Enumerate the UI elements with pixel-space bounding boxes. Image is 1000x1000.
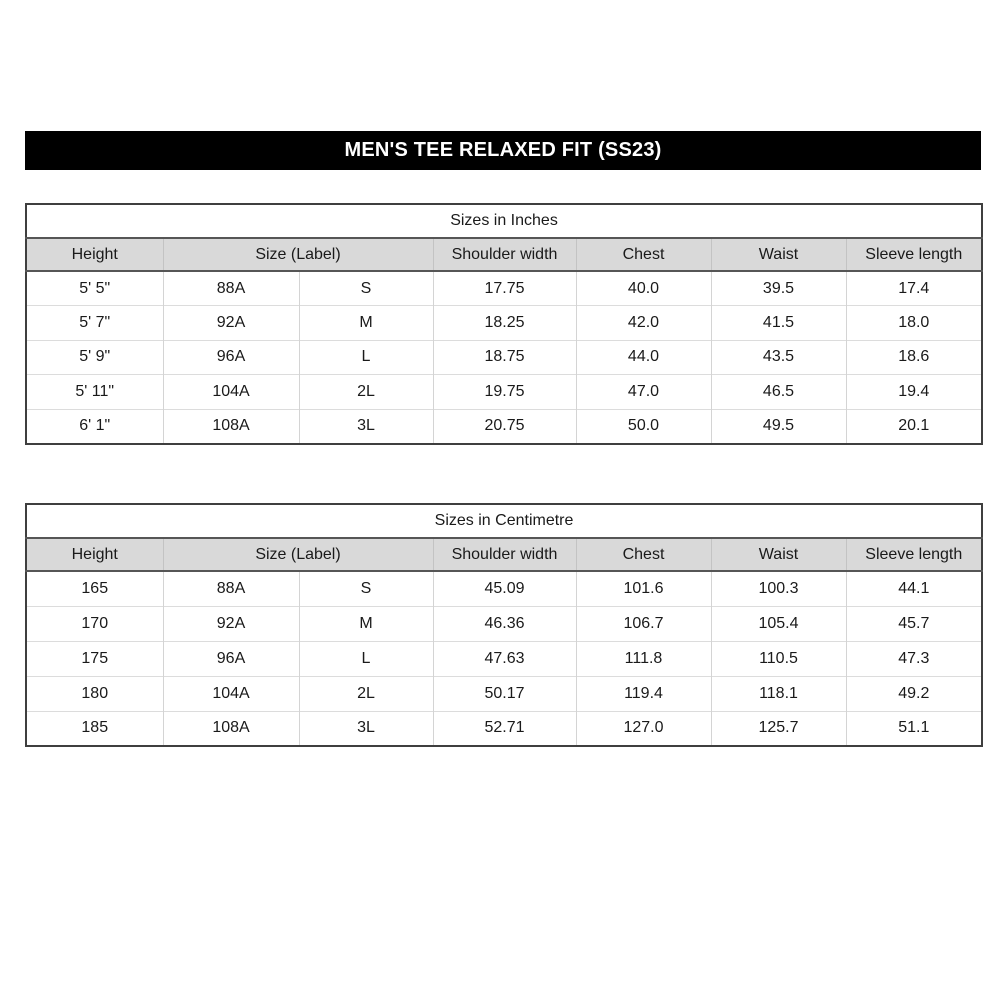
- table-cell: 43.5: [711, 340, 846, 375]
- table-cell: 108A: [163, 711, 299, 746]
- table-row: [26, 641, 982, 676]
- table-cell: 44.0: [576, 340, 711, 375]
- table-cell: 17.4: [846, 271, 982, 306]
- table-cell: 110.5: [711, 641, 846, 676]
- sizes-in-centimetre-section: [25, 503, 981, 747]
- table-cell: 3L: [299, 711, 433, 746]
- table-cell: 175: [26, 641, 163, 676]
- table-cell: 49.2: [846, 676, 982, 711]
- table-cell: 45.09: [433, 571, 576, 606]
- table-cell: 39.5: [711, 271, 846, 306]
- table-cell: 52.71: [433, 711, 576, 746]
- table-cell: 108A: [163, 409, 299, 444]
- table-cell: 88A: [163, 271, 299, 306]
- table-cell: 50.17: [433, 676, 576, 711]
- table-cell: 3L: [299, 409, 433, 444]
- column-header: Height: [26, 238, 163, 271]
- table-cell: 18.75: [433, 340, 576, 375]
- table-cell: 170: [26, 606, 163, 641]
- table-caption-row: [26, 204, 982, 238]
- table-cell: 88A: [163, 571, 299, 606]
- column-header: Shoulder width: [433, 538, 576, 571]
- table-cell: 51.1: [846, 711, 982, 746]
- column-header: Shoulder width: [433, 238, 576, 271]
- table-cell: 96A: [163, 641, 299, 676]
- column-header: Chest: [576, 238, 711, 271]
- table-cell: 5' 5": [26, 271, 163, 306]
- table-cell: 92A: [163, 606, 299, 641]
- table-cell: 47.0: [576, 375, 711, 410]
- table-row: [26, 340, 982, 375]
- table-cell: 47.63: [433, 641, 576, 676]
- table-caption: Sizes in Inches: [26, 204, 982, 238]
- product-title-bar: [25, 131, 981, 170]
- table-cell: 47.3: [846, 641, 982, 676]
- table-cell: S: [299, 271, 433, 306]
- table-header-row: [26, 538, 982, 571]
- table-header-row: [26, 238, 982, 271]
- column-header: Chest: [576, 538, 711, 571]
- table-cell: 5' 9": [26, 340, 163, 375]
- table-cell: 40.0: [576, 271, 711, 306]
- table-cell: 5' 7": [26, 306, 163, 341]
- table-cell: 100.3: [711, 571, 846, 606]
- table-cell: S: [299, 571, 433, 606]
- table-cell: 50.0: [576, 409, 711, 444]
- column-header: Size (Label): [163, 538, 433, 571]
- column-header: Waist: [711, 538, 846, 571]
- table-cell: 46.5: [711, 375, 846, 410]
- table-row: [26, 375, 982, 410]
- table-cell: 49.5: [711, 409, 846, 444]
- column-header: Size (Label): [163, 238, 433, 271]
- table-cell: 185: [26, 711, 163, 746]
- table-cell: 119.4: [576, 676, 711, 711]
- column-header: Sleeve length: [846, 538, 982, 571]
- table-cell: 125.7: [711, 711, 846, 746]
- table-cell: 118.1: [711, 676, 846, 711]
- table-cell: 46.36: [433, 606, 576, 641]
- table-row: [26, 606, 982, 641]
- table-cell: 2L: [299, 676, 433, 711]
- table-cell: 17.75: [433, 271, 576, 306]
- sizes-in-inches-table: [25, 203, 983, 445]
- table-cell: 18.25: [433, 306, 576, 341]
- column-header: Waist: [711, 238, 846, 271]
- table-cell: 180: [26, 676, 163, 711]
- table-cell: 20.1: [846, 409, 982, 444]
- table-cell: 45.7: [846, 606, 982, 641]
- table-row: [26, 306, 982, 341]
- table-cell: 41.5: [711, 306, 846, 341]
- table-cell: 6' 1": [26, 409, 163, 444]
- table-caption: Sizes in Centimetre: [26, 504, 982, 538]
- table-cell: M: [299, 606, 433, 641]
- table-cell: 18.0: [846, 306, 982, 341]
- table-cell: 19.75: [433, 375, 576, 410]
- table-cell: 104A: [163, 375, 299, 410]
- table-cell: L: [299, 641, 433, 676]
- table-cell: 19.4: [846, 375, 982, 410]
- table-cell: 5' 11": [26, 375, 163, 410]
- table-cell: 44.1: [846, 571, 982, 606]
- table-cell: 96A: [163, 340, 299, 375]
- table-cell: 18.6: [846, 340, 982, 375]
- table-cell: 111.8: [576, 641, 711, 676]
- table-cell: 101.6: [576, 571, 711, 606]
- table-cell: 42.0: [576, 306, 711, 341]
- table-cell: L: [299, 340, 433, 375]
- sizes-in-inches-section: [25, 203, 981, 445]
- table-cell: 106.7: [576, 606, 711, 641]
- table-cell: 20.75: [433, 409, 576, 444]
- table-cell: 165: [26, 571, 163, 606]
- table-cell: 105.4: [711, 606, 846, 641]
- product-title: MEN'S TEE RELAXED FIT (SS23): [344, 139, 662, 161]
- table-caption-row: [26, 504, 982, 538]
- sizes-in-centimetre-table: [25, 503, 983, 747]
- table-row: [26, 409, 982, 444]
- table-cell: 2L: [299, 375, 433, 410]
- table-cell: 104A: [163, 676, 299, 711]
- column-header: Height: [26, 538, 163, 571]
- table-cell: 127.0: [576, 711, 711, 746]
- table-cell: M: [299, 306, 433, 341]
- column-header: Sleeve length: [846, 238, 982, 271]
- table-row: [26, 711, 982, 746]
- table-row: [26, 571, 982, 606]
- table-row: [26, 271, 982, 306]
- table-row: [26, 676, 982, 711]
- table-cell: 92A: [163, 306, 299, 341]
